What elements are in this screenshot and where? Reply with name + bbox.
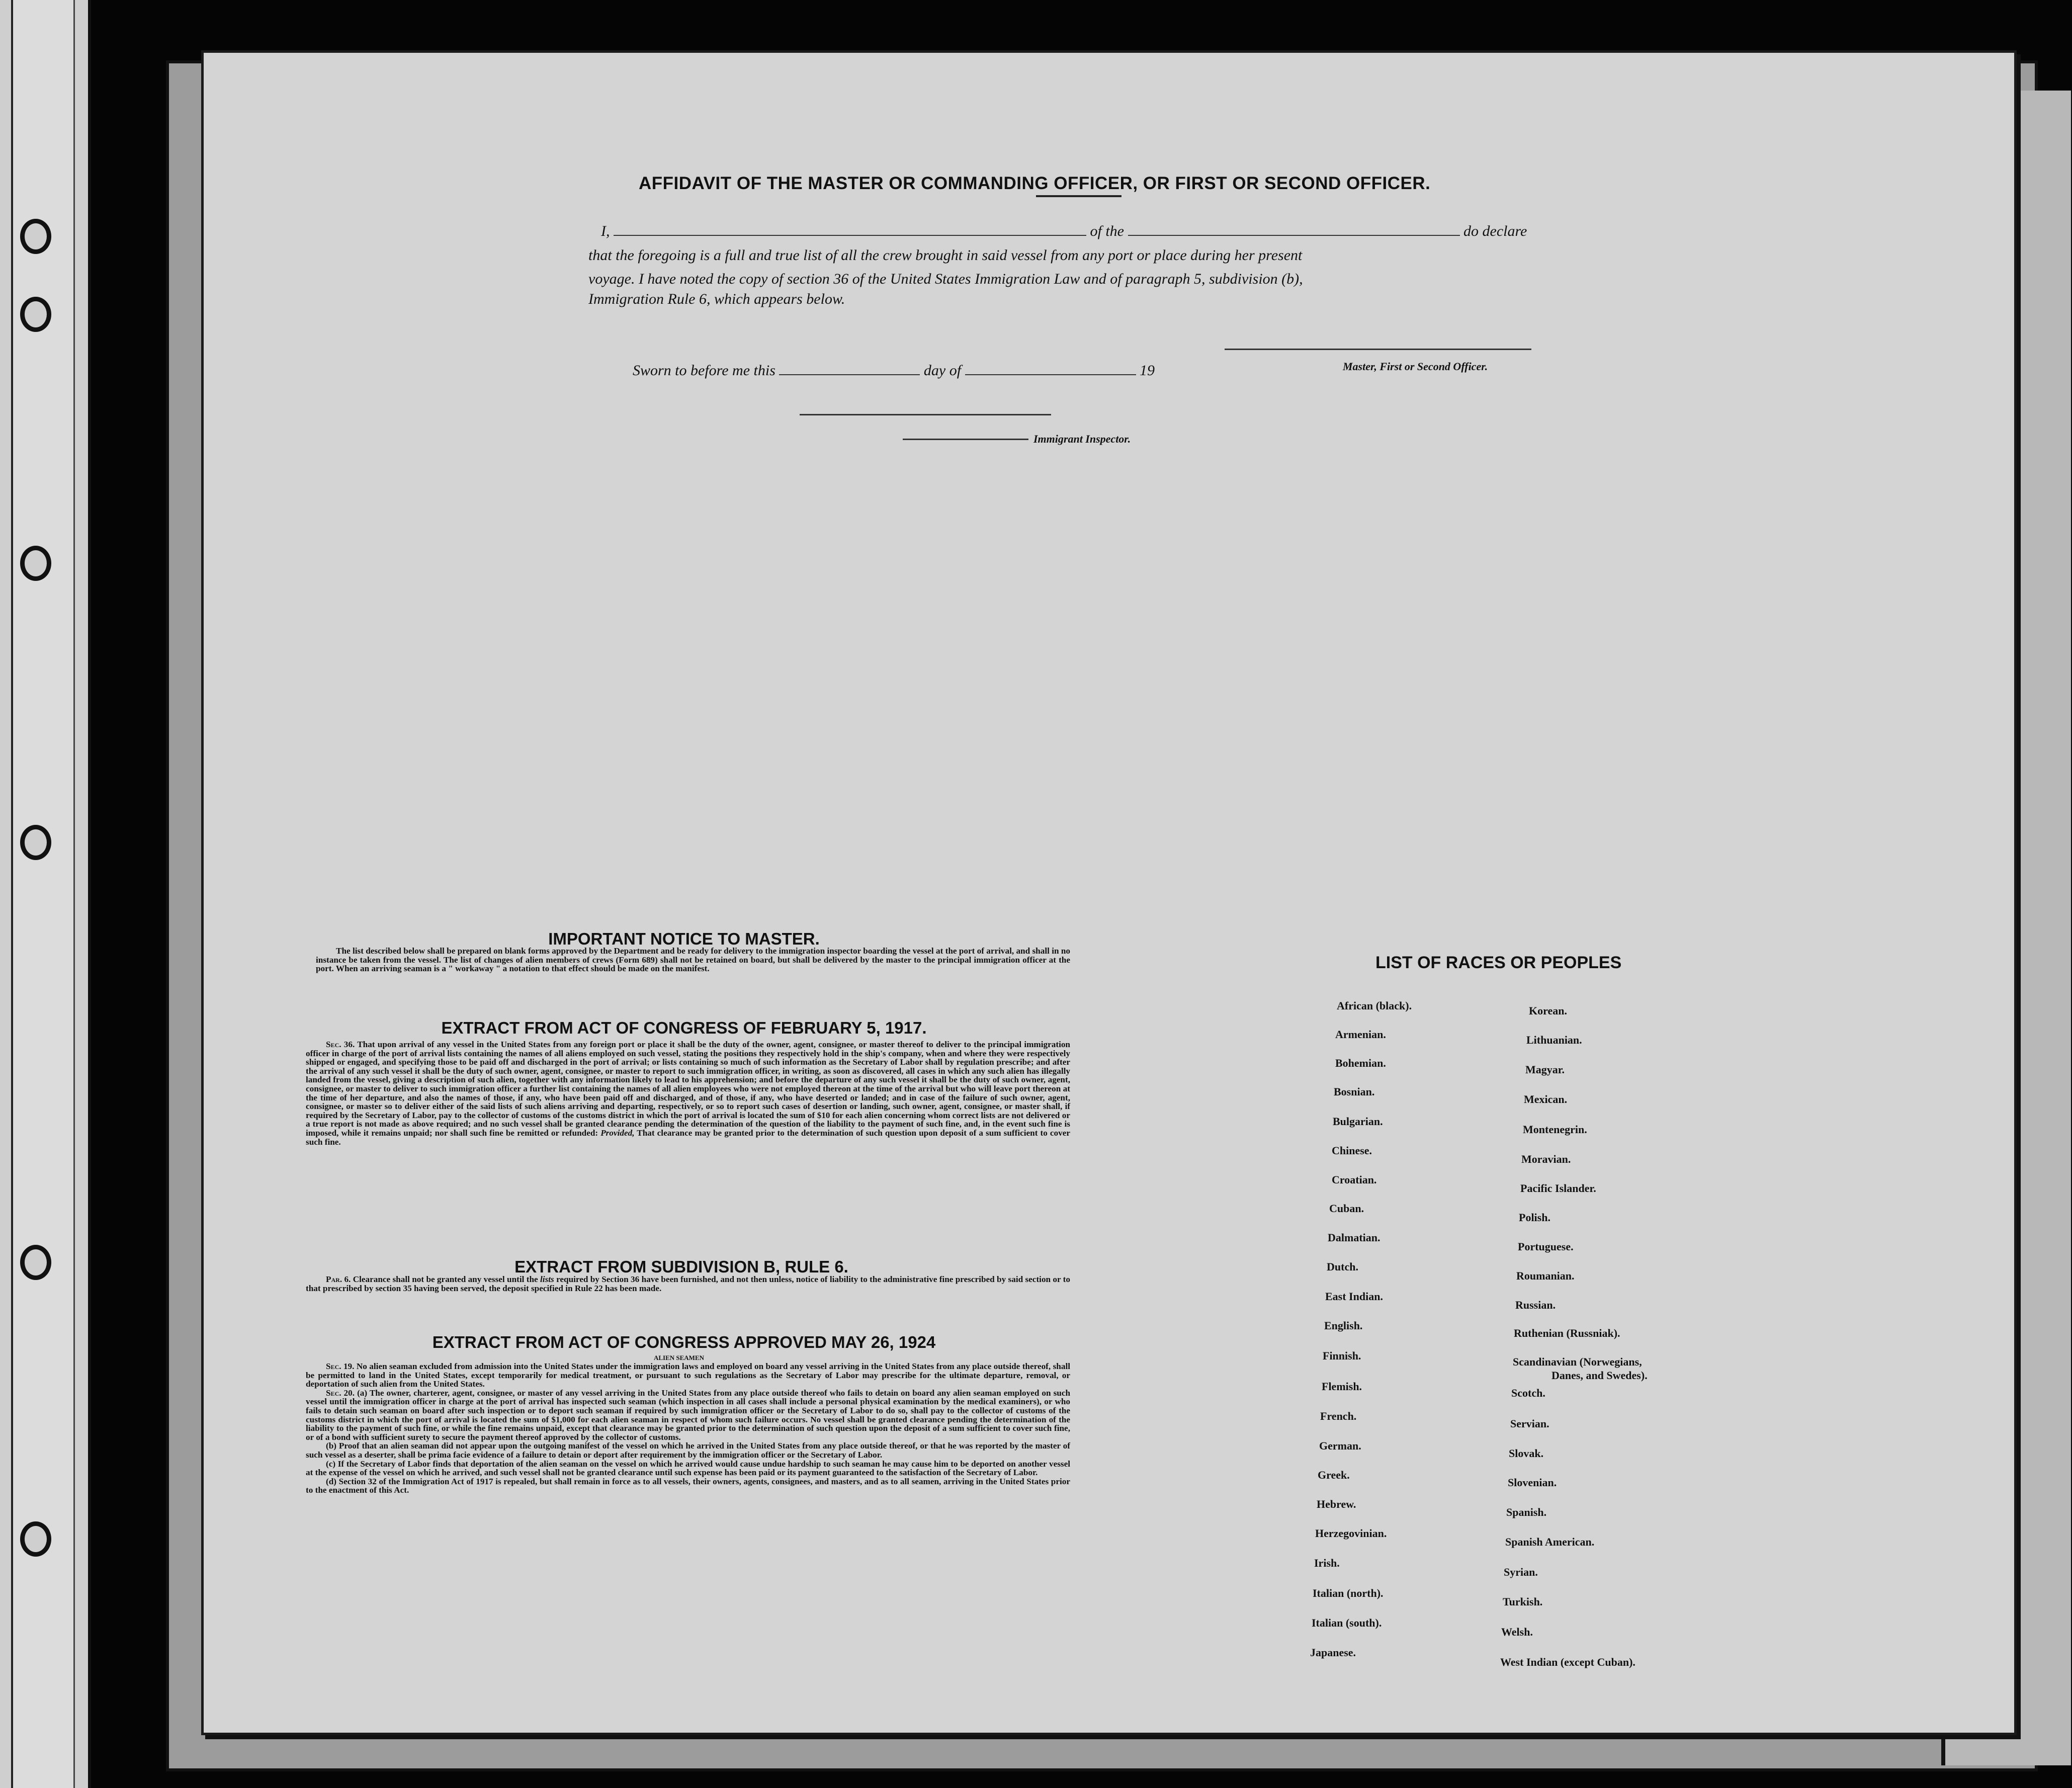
- affidavit-line-4: Immigration Rule 6, which appears below.: [588, 291, 845, 307]
- par-6-label: Par. 6.: [326, 1274, 351, 1284]
- title-divider: [1036, 195, 1121, 197]
- master-caption: Master, First or Second Officer.: [1343, 360, 1488, 373]
- sec-36-label: Sec. 36.: [326, 1040, 355, 1049]
- race-item: Bosnian.: [1334, 1085, 1375, 1098]
- binder-strip: [11, 0, 75, 1788]
- inspector-caption: Immigrant Inspector.: [1033, 433, 1131, 445]
- race-item: East Indian.: [1325, 1290, 1383, 1303]
- race-item: Montenegrin.: [1523, 1123, 1587, 1136]
- year-label: 19: [1140, 362, 1155, 379]
- rule6-body-a: Clearance shall not be granted any vessel until the: [353, 1274, 538, 1284]
- name-blank[interactable]: [614, 223, 1086, 236]
- race-item: Finnish.: [1323, 1349, 1361, 1362]
- races-heading: LIST OF RACES OR PEOPLES: [1375, 953, 1622, 972]
- race-item: Scandinavian (Norwegians,: [1513, 1355, 1642, 1368]
- sworn-line: [633, 362, 1155, 379]
- race-item: Dutch.: [1327, 1260, 1358, 1273]
- affidavit-line-1: [601, 223, 1527, 240]
- race-item: Moravian.: [1521, 1153, 1571, 1165]
- race-item: Roumanian.: [1516, 1269, 1575, 1282]
- sec-20a-body: (a) The owner, charterer, agent, consignee, or master of any vessel arriving in the United States from any place outside thereof who fails to detain on board any alien seaman employed on such vessel until the immigration officer in charge at the port of arrival has inspected such seaman (which inspection in all cases shall include a personal physical examination by the medical examiners), or who fails to detain such seaman on board after such inspection or to deport such seaman if required by such immigration officer or the Secretary of Labor to do so, shall pay to the collector of customs of the customs district in which the port of arrival is located the sum of $1,000 for each alien seaman in respect of whom such failure occurs. No vessel shall be granted clearance pending the determination of the liability to the payment of such fine, or while the fine remains unpaid, except that clearance may be granted prior to the determination of such question upon the deposit of a sum sufficient to cover such fine, or of a bond with sufficient surety to secure the payment thereof approved by the collector of customs.: [306, 1388, 1071, 1442]
- binder-ring-icon: [20, 1245, 51, 1280]
- race-item: Armenian.: [1335, 1028, 1386, 1041]
- extract-1924-heading: EXTRACT FROM ACT OF CONGRESS APPROVED MAY 26, 1924: [432, 1333, 936, 1351]
- race-item: Flemish.: [1322, 1380, 1362, 1393]
- extract-1917-text: [306, 1040, 1070, 1146]
- race-item: English.: [1324, 1319, 1363, 1332]
- race-item: Russian.: [1515, 1299, 1556, 1311]
- sec-20a-paragraph: [306, 1389, 1070, 1442]
- inspector-signature-line-top[interactable]: [800, 414, 1051, 415]
- affidavit-line-3: voyage. I have noted the copy of section 36 of the United States Immigration Law and of paragraph 5, subdivision (b),: [588, 271, 1303, 287]
- race-item: Pacific Islander.: [1520, 1182, 1596, 1195]
- race-item: Lithuanian.: [1526, 1034, 1582, 1046]
- rule6-body-b: required by Section 36 have been furnished, and not then unless, notice of liability to the administrative fine prescribed by said section or to that prescribed by section 35 having been served, the deposit specified in Rule 22 has been made.: [306, 1274, 1070, 1293]
- sec-19-body: No alien seaman excluded from admission into the United States under the immigration laws and employed on board any vessel arriving in the United States from any place outside thereof, shall be permitted to land in the United States, except temporarily for medical treatment, or pursuant to such regulations as the Secretary of Labor may prescribe for the ultimate departure, removal, or deportation of such alien from the United States.: [306, 1361, 1070, 1389]
- race-item: Croatian.: [1332, 1173, 1377, 1186]
- sec-20d-paragraph: (d) Section 32 of the Immigration Act of 1917 is repealed, but shall remain in force as to all vessels, their owners, agents, consignees, and masters, and as to all seamen, arriving in the United States prior to the enactment of this Act.: [306, 1476, 1070, 1495]
- race-item: Herzegovinian.: [1315, 1527, 1387, 1540]
- binder-ring-icon: [20, 219, 51, 254]
- race-item: Turkish.: [1503, 1595, 1543, 1608]
- day-blank[interactable]: [779, 362, 920, 375]
- race-item: West Indian (except Cuban).: [1500, 1656, 1635, 1668]
- sec-36-body: That upon arrival of any vessel in the United States from any foreign port or place it shall be the duty of the owner, agent, consignee, or master thereof to deliver to the principal immigration officer in charge of the port of arrival lists containing the names of all aliens employed on such vessel, stating the positions they respectively hold in the ship's company, when and where they were respectively shipped or engaged, and specifying those to be paid off and discharged in the port of arrival; or lists containing so much of such information as the Secretary of Labor shall by regulation prescribe; and after the arrival of any such vessel it shall be the duty of such owner, agent, consignee, or master to report to such immigration officer, in writing, as soon as discovered, all cases in which any such alien has illegally landed from the vessel, giving a description of such alien, together with any information likely to lead to his apprehension; and before the departure of any such vessel it shall be the duty of such owner, agent, consignee, or master to deliver to such immigration officer a further list containing the names of all alien employees who were not employed thereon at the time of the arrival but who will leave port thereon at the time of her departure, and also the names of those, if any, who have been paid off and discharged, and of those, if any, who have deserted or landed; and in case of the failure of such owner, agent, consignee, or master so to deliver either of the said lists of such aliens arriving and departing, respectively, or so to report such cases of desertion or landing, such owner, agent, consignee, or master shall, if required by the Secretary of Labor, pay to the collector of customs of the customs district in which the port of arrival is located the sum of $10 for each alien concerning whom correct lists are not delivered or a true report is not made as above required; and no such vessel shall be granted clearance pending the determination of the question of the liability to the payment of such fine, and, in the event such fine is imposed, while it remains unpaid; nor shall such fine be remitted or refunded:: [306, 1040, 1070, 1138]
- race-item: Greek.: [1318, 1469, 1350, 1481]
- affidavit-title: AFFIDAVIT OF THE MASTER OR COMMANDING OFFICER, OR FIRST OR SECOND OFFICER.: [639, 174, 1431, 193]
- binder-ring-icon: [20, 825, 51, 860]
- race-item: Bohemian.: [1335, 1057, 1386, 1069]
- race-item: Korean.: [1529, 1004, 1567, 1017]
- binder-ring-icon: [20, 297, 51, 332]
- lists-word: lists: [540, 1274, 554, 1284]
- extract-1917-heading: EXTRACT FROM ACT OF CONGRESS OF FEBRUARY 5, 1917.: [441, 1018, 927, 1037]
- race-item: Spanish American.: [1505, 1536, 1595, 1548]
- provided-word: Provided,: [600, 1128, 635, 1138]
- alien-seamen-subheading: ALIEN SEAMEN: [653, 1354, 705, 1361]
- race-item: Irish.: [1314, 1557, 1340, 1569]
- sec-19-label: Sec. 19.: [326, 1361, 355, 1371]
- race-item: Ruthenian (Russniak).: [1514, 1327, 1620, 1339]
- race-item: Slovenian.: [1508, 1476, 1557, 1489]
- race-item: Magyar.: [1525, 1063, 1565, 1076]
- affidavit-of-the-label: of the: [1090, 223, 1124, 239]
- race-item: Bulgarian.: [1333, 1115, 1383, 1128]
- month-blank[interactable]: [965, 362, 1136, 375]
- race-item: Spanish.: [1506, 1506, 1547, 1518]
- race-item: Cuban.: [1329, 1202, 1364, 1215]
- race-item: French.: [1320, 1410, 1357, 1422]
- sec-36-body-end: That clearance may be granted prior to the determination of such question upon deposit of a sum sufficient to cover such fine.: [306, 1128, 1070, 1147]
- sec-20c-paragraph: (c) If the Secretary of Labor finds that deportation of the alien seaman on the vessel on which he arrived would cause undue hardship to such seaman he may cause him to be deported on another vessel at the expense of the vessel on which he arrived, and such vessel shall not be granted clearance until such expense has been paid or its payment guaranteed to the satisfaction of the Secretary of Labor.: [306, 1459, 1070, 1478]
- binder-ring-icon: [20, 1521, 51, 1557]
- race-item: African (black).: [1337, 999, 1412, 1012]
- affidavit-declare-label: do declare: [1463, 223, 1527, 239]
- race-item: Japanese.: [1310, 1646, 1356, 1659]
- notice-heading: IMPORTANT NOTICE TO MASTER.: [548, 929, 820, 948]
- race-item: Italian (north).: [1313, 1587, 1384, 1599]
- day-of-label: day of: [923, 362, 962, 379]
- race-item: Welsh.: [1501, 1626, 1533, 1638]
- race-item: Dalmatian.: [1328, 1231, 1380, 1244]
- sec-20-label: Sec. 20.: [326, 1388, 355, 1398]
- race-item: Servian.: [1510, 1417, 1549, 1430]
- race-item: Portuguese.: [1518, 1240, 1574, 1253]
- affidavit-line-2: that the foregoing is a full and true list of all the crew brought in said vessel from any port or place during her present: [588, 247, 1303, 264]
- vessel-blank[interactable]: [1128, 223, 1460, 236]
- race-item: Scotch.: [1511, 1387, 1545, 1399]
- race-item: Syrian.: [1504, 1566, 1538, 1578]
- race-item: Chinese.: [1332, 1144, 1372, 1157]
- affidavit-i-label: I,: [601, 223, 610, 239]
- binder-edge: [0, 0, 91, 1788]
- binder-ring-icon: [20, 546, 51, 581]
- notice-text: The list described below shall be prepared on blank forms approved by the Department and be ready for delivery to the immigration inspector boarding the vessel at the port of arrival, and shall in no instance be taken from the vessel. The list of changes of alien members of crews (Form 689) shall not be retained on board, but shall be delivered by the master to the principal immigration officer at the port. When an arriving seaman is a " workaway " a notation to that effect should be made on the manifest.: [316, 946, 1070, 974]
- extract-rule6-heading: EXTRACT FROM SUBDIVISION B, RULE 6.: [514, 1257, 848, 1276]
- extract-1924-text: [306, 1362, 1070, 1495]
- extract-rule6-text: [306, 1275, 1070, 1293]
- sec-19-paragraph: [306, 1362, 1070, 1389]
- race-item: Polish.: [1519, 1211, 1550, 1224]
- sworn-label: Sworn to before me this: [633, 362, 775, 379]
- race-item: Italian (south).: [1312, 1616, 1382, 1629]
- sec-20b-paragraph: (b) Proof that an alien seaman did not appear upon the outgoing manifest of the vessel on which he arrived in the United States from any place outside thereof, or that he was reported by the master of such vessel as a deserter, shall be prima facie evidence of a failure to detain or deport after requirement by the immigration officer or the Secretary of Labor.: [306, 1441, 1070, 1460]
- race-item: Danes, and Swedes).: [1551, 1369, 1648, 1382]
- race-item: German.: [1319, 1439, 1361, 1452]
- race-item: Hebrew.: [1317, 1498, 1356, 1510]
- master-signature-line[interactable]: [1225, 349, 1531, 350]
- race-item: Mexican.: [1524, 1093, 1568, 1105]
- race-item: Slovak.: [1509, 1447, 1544, 1460]
- inspector-signature-line[interactable]: [903, 439, 1028, 440]
